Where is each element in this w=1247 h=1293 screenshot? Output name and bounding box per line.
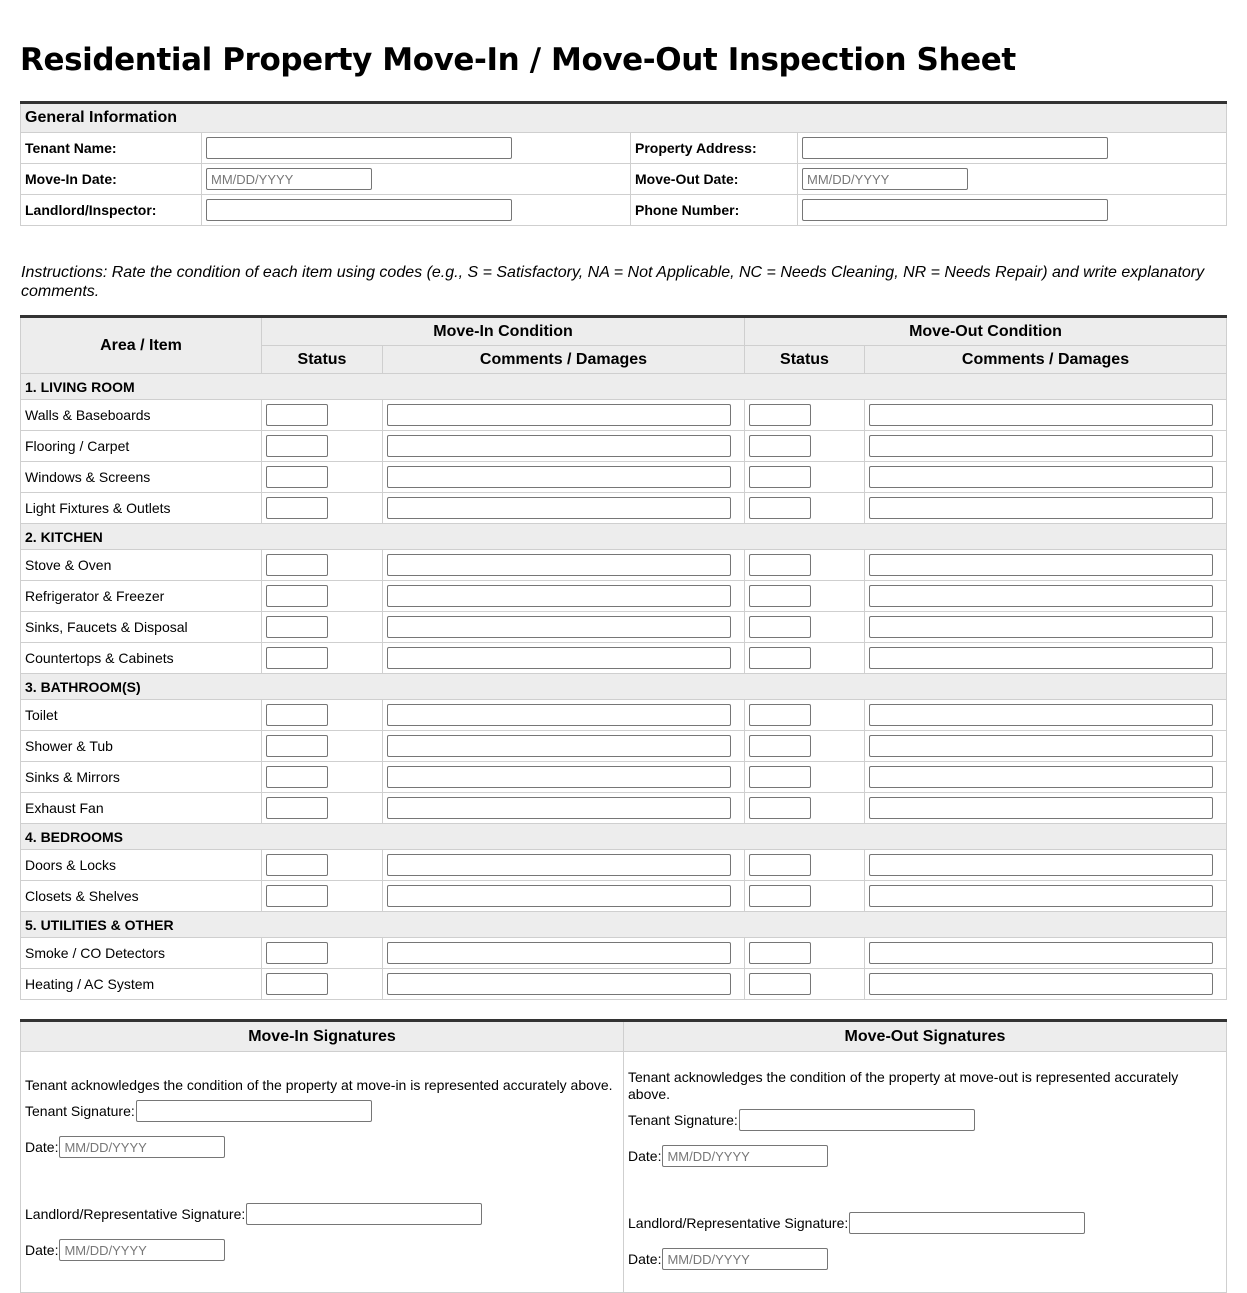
table-row (21, 581, 1227, 612)
property-address-input[interactable] (802, 137, 1108, 159)
item-label: Toilet (21, 700, 262, 731)
page-title: Residential Property Move-In / Move-Out Inspection Sheet (20, 42, 1016, 78)
move-out-status-cell (745, 462, 865, 493)
move-in-status-input[interactable] (266, 766, 328, 788)
move-in-landlord-date-input[interactable] (59, 1239, 225, 1261)
move-in-comments-cell (383, 400, 745, 431)
item-label: Heating / AC System (21, 969, 262, 1000)
move-out-status-input[interactable] (749, 616, 811, 638)
move-in-comments-input[interactable] (387, 973, 731, 995)
move-out-landlord-date-input[interactable] (662, 1248, 828, 1270)
item-label: Flooring / Carpet (21, 431, 262, 462)
move-in-comments-input[interactable] (387, 466, 731, 488)
move-in-signatures-header: Move-In Signatures (21, 1021, 624, 1052)
move-in-status-cell (262, 731, 383, 762)
move-out-status-input[interactable] (749, 585, 811, 607)
move-out-condition-header: Move-Out Condition (745, 317, 1227, 346)
move-out-comments-input[interactable] (869, 885, 1213, 907)
move-in-acknowledgement: Tenant acknowledges the condition of the property at move-in is represented accurately above. (25, 1077, 613, 1093)
item-label: Exhaust Fan (21, 793, 262, 824)
move-out-comments-input[interactable] (869, 647, 1213, 669)
move-out-comments-input[interactable] (869, 585, 1213, 607)
move-out-comments-cell (865, 612, 1227, 643)
move-out-status-cell (745, 612, 865, 643)
table-row (21, 881, 1227, 912)
move-in-status-cell (262, 581, 383, 612)
move-out-comments-input[interactable] (869, 766, 1213, 788)
move-in-comments-cell (383, 881, 745, 912)
move-out-tenant-signature-input[interactable] (739, 1109, 975, 1131)
move-out-comments-input[interactable] (869, 616, 1213, 638)
move-out-status-input[interactable] (749, 647, 811, 669)
move-out-comments-input[interactable] (869, 735, 1213, 757)
table-row (21, 462, 1227, 493)
move-out-status-cell (745, 762, 865, 793)
move-out-date-input[interactable] (802, 168, 968, 190)
move-in-status-input[interactable] (266, 647, 328, 669)
move-out-status-input[interactable] (749, 735, 811, 757)
move-out-signature-block (624, 1052, 1227, 1293)
move-in-status-cell (262, 400, 383, 431)
move-out-comments-input[interactable] (869, 854, 1213, 876)
move-in-comments-input[interactable] (387, 647, 731, 669)
move-out-status-cell (745, 431, 865, 462)
move-in-comments-input[interactable] (387, 885, 731, 907)
move-in-status-cell (262, 493, 383, 524)
section-row (21, 374, 1227, 400)
section-heading: 5. UTILITIES & OTHER (21, 912, 1227, 938)
move-out-status-input[interactable] (749, 435, 811, 457)
table-row (21, 493, 1227, 524)
tenant-name-label: Tenant Name: (21, 133, 202, 164)
move-in-status-input[interactable] (266, 942, 328, 964)
item-label: Sinks & Mirrors (21, 762, 262, 793)
move-in-comments-input[interactable] (387, 797, 731, 819)
move-in-comments-cell (383, 581, 745, 612)
move-in-comments-input[interactable] (387, 497, 731, 519)
property-address-label: Property Address: (631, 133, 798, 164)
general-info-table (20, 101, 1227, 226)
item-label: Doors & Locks (21, 850, 262, 881)
move-in-comments-cell (383, 431, 745, 462)
general-info-heading: General Information (21, 103, 1227, 133)
move-out-status-input[interactable] (749, 404, 811, 426)
move-out-comments-cell (865, 700, 1227, 731)
move-out-status-cell (745, 793, 865, 824)
move-out-status-input[interactable] (749, 766, 811, 788)
move-in-comments-cell (383, 612, 745, 643)
move-out-comments-cell (865, 462, 1227, 493)
move-out-comments-header: Comments / Damages (865, 346, 1227, 374)
move-out-status-input[interactable] (749, 942, 811, 964)
move-in-status-cell (262, 462, 383, 493)
move-in-comments-input[interactable] (387, 404, 731, 426)
move-in-condition-header: Move-In Condition (262, 317, 745, 346)
move-out-landlord-signature-label: Landlord/Representative Signature: (628, 1215, 849, 1231)
move-in-comments-cell (383, 762, 745, 793)
table-row (21, 550, 1227, 581)
move-out-status-input[interactable] (749, 973, 811, 995)
move-in-comments-input[interactable] (387, 854, 731, 876)
inspection-table (20, 315, 1227, 1000)
instructions-text: Instructions: Rate the condition of each item using codes (e.g., S = Satisfactory, NA = Not Applicable, NC = Needs Cleaning, NR = Needs Repair) and write explanatory comments. (21, 264, 1205, 300)
move-out-status-input[interactable] (749, 885, 811, 907)
table-row (21, 431, 1227, 462)
move-out-comments-cell (865, 850, 1227, 881)
move-out-comments-input[interactable] (869, 404, 1213, 426)
table-row (21, 793, 1227, 824)
move-out-status-input[interactable] (749, 554, 811, 576)
move-in-comments-cell (383, 462, 745, 493)
move-out-acknowledgement: Tenant acknowledges the condition of the property at move-out is represented accurately above. (628, 1069, 1179, 1102)
move-out-status-input[interactable] (749, 466, 811, 488)
tenant-name-input[interactable] (206, 137, 512, 159)
move-out-status-cell (745, 643, 865, 674)
move-in-comments-input[interactable] (387, 585, 731, 607)
move-in-status-input[interactable] (266, 854, 328, 876)
move-out-status-cell (745, 938, 865, 969)
move-out-status-cell (745, 731, 865, 762)
move-in-comments-cell (383, 700, 745, 731)
table-row (21, 938, 1227, 969)
move-in-tenant-date-input[interactable] (59, 1136, 225, 1158)
item-label: Countertops & Cabinets (21, 643, 262, 674)
move-out-comments-input[interactable] (869, 554, 1213, 576)
section-heading: 4. BEDROOMS (21, 824, 1227, 850)
item-label: Walls & Baseboards (21, 400, 262, 431)
table-row (21, 643, 1227, 674)
move-out-status-input[interactable] (749, 854, 811, 876)
move-out-comments-cell (865, 793, 1227, 824)
move-in-status-input[interactable] (266, 797, 328, 819)
move-out-landlord-signature-input[interactable] (849, 1212, 1085, 1234)
move-in-status-input[interactable] (266, 735, 328, 757)
table-row (21, 850, 1227, 881)
move-in-status-cell (262, 431, 383, 462)
move-in-landlord-signature-input[interactable] (246, 1203, 482, 1225)
move-out-comments-input[interactable] (869, 973, 1213, 995)
move-in-comments-input[interactable] (387, 766, 731, 788)
move-out-tenant-date-label: Date: (628, 1148, 662, 1164)
move-in-status-input[interactable] (266, 585, 328, 607)
move-in-status-cell (262, 969, 383, 1000)
move-in-comments-cell (383, 643, 745, 674)
move-in-comments-input[interactable] (387, 616, 731, 638)
section-row (21, 912, 1227, 938)
move-in-comments-input[interactable] (387, 942, 731, 964)
move-out-date-label: Move-Out Date: (631, 164, 798, 195)
table-row (21, 400, 1227, 431)
table-row (21, 762, 1227, 793)
move-out-comments-cell (865, 431, 1227, 462)
move-out-status-input[interactable] (749, 497, 811, 519)
move-out-comments-cell (865, 881, 1227, 912)
move-in-comments-input[interactable] (387, 735, 731, 757)
move-out-comments-cell (865, 762, 1227, 793)
move-out-comments-cell (865, 969, 1227, 1000)
move-out-status-cell (745, 700, 865, 731)
section-row (21, 824, 1227, 850)
move-in-comments-input[interactable] (387, 554, 731, 576)
item-label: Shower & Tub (21, 731, 262, 762)
section-row (21, 524, 1227, 550)
move-out-comments-cell (865, 493, 1227, 524)
move-out-comments-input[interactable] (869, 704, 1213, 726)
move-in-tenant-signature-label: Tenant Signature: (25, 1103, 135, 1119)
section-heading: 2. KITCHEN (21, 524, 1227, 550)
move-in-status-cell (262, 881, 383, 912)
table-row (21, 731, 1227, 762)
move-out-comments-cell (865, 550, 1227, 581)
move-in-comments-cell (383, 850, 745, 881)
item-label: Stove & Oven (21, 550, 262, 581)
move-in-comments-cell (383, 550, 745, 581)
move-in-status-cell (262, 850, 383, 881)
move-out-comments-cell (865, 400, 1227, 431)
table-row (21, 700, 1227, 731)
phone-number-label: Phone Number: (631, 195, 798, 226)
move-out-signatures-header: Move-Out Signatures (624, 1021, 1227, 1052)
move-in-comments-cell (383, 731, 745, 762)
move-in-comments-cell (383, 493, 745, 524)
move-in-status-input[interactable] (266, 404, 328, 426)
move-in-tenant-date-label: Date: (25, 1139, 59, 1155)
move-out-status-cell (745, 400, 865, 431)
move-out-comments-cell (865, 581, 1227, 612)
move-in-status-input[interactable] (266, 554, 328, 576)
move-in-landlord-signature-label: Landlord/Representative Signature: (25, 1206, 246, 1222)
move-out-comments-input[interactable] (869, 466, 1213, 488)
move-in-status-input[interactable] (266, 973, 328, 995)
move-out-comments-input[interactable] (869, 497, 1213, 519)
move-out-comments-input[interactable] (869, 797, 1213, 819)
move-out-status-cell (745, 969, 865, 1000)
move-in-status-input[interactable] (266, 704, 328, 726)
table-row (21, 969, 1227, 1000)
section-heading: 1. LIVING ROOM (21, 374, 1227, 400)
move-in-status-cell (262, 938, 383, 969)
move-in-status-input[interactable] (266, 435, 328, 457)
move-in-comments-input[interactable] (387, 435, 731, 457)
item-label: Refrigerator & Freezer (21, 581, 262, 612)
move-in-tenant-signature-input[interactable] (136, 1100, 372, 1122)
section-row (21, 674, 1227, 700)
move-in-comments-cell (383, 938, 745, 969)
move-out-comments-input[interactable] (869, 435, 1213, 457)
move-out-comments-cell (865, 938, 1227, 969)
move-in-date-input[interactable] (206, 168, 372, 190)
signatures-table (20, 1019, 1227, 1293)
table-row (21, 612, 1227, 643)
item-label: Windows & Screens (21, 462, 262, 493)
item-label: Sinks, Faucets & Disposal (21, 612, 262, 643)
move-in-date-label: Move-In Date: (21, 164, 202, 195)
area-item-header: Area / Item (21, 317, 262, 374)
move-in-comments-cell (383, 969, 745, 1000)
move-out-status-cell (745, 550, 865, 581)
move-in-status-cell (262, 793, 383, 824)
move-out-status-cell (745, 850, 865, 881)
move-out-status-input[interactable] (749, 797, 811, 819)
move-in-status-cell (262, 550, 383, 581)
move-out-status-cell (745, 581, 865, 612)
move-in-status-input[interactable] (266, 497, 328, 519)
move-out-status-header: Status (745, 346, 865, 374)
move-out-landlord-date-label: Date: (628, 1251, 662, 1267)
item-label: Light Fixtures & Outlets (21, 493, 262, 524)
move-in-signature-block (21, 1052, 624, 1293)
move-out-status-cell (745, 881, 865, 912)
move-in-status-cell (262, 762, 383, 793)
move-in-status-input[interactable] (266, 616, 328, 638)
move-in-comments-header: Comments / Damages (383, 346, 745, 374)
move-in-status-cell (262, 643, 383, 674)
move-out-status-input[interactable] (749, 704, 811, 726)
move-in-status-header: Status (262, 346, 383, 374)
move-out-status-cell (745, 493, 865, 524)
move-in-status-input[interactable] (266, 466, 328, 488)
landlord-inspector-label: Landlord/Inspector: (21, 195, 202, 226)
move-out-comments-cell (865, 643, 1227, 674)
item-label: Smoke / CO Detectors (21, 938, 262, 969)
item-label: Closets & Shelves (21, 881, 262, 912)
move-out-comments-cell (865, 731, 1227, 762)
section-heading: 3. BATHROOM(S) (21, 674, 1227, 700)
landlord-inspector-input[interactable] (206, 199, 512, 221)
move-in-landlord-date-label: Date: (25, 1242, 59, 1258)
move-in-status-cell (262, 700, 383, 731)
move-in-status-input[interactable] (266, 885, 328, 907)
move-in-comments-cell (383, 793, 745, 824)
move-out-comments-input[interactable] (869, 942, 1213, 964)
move-in-comments-input[interactable] (387, 704, 731, 726)
move-out-tenant-date-input[interactable] (662, 1145, 828, 1167)
move-in-status-cell (262, 612, 383, 643)
phone-number-input[interactable] (802, 199, 1108, 221)
move-out-tenant-signature-label: Tenant Signature: (628, 1112, 738, 1128)
